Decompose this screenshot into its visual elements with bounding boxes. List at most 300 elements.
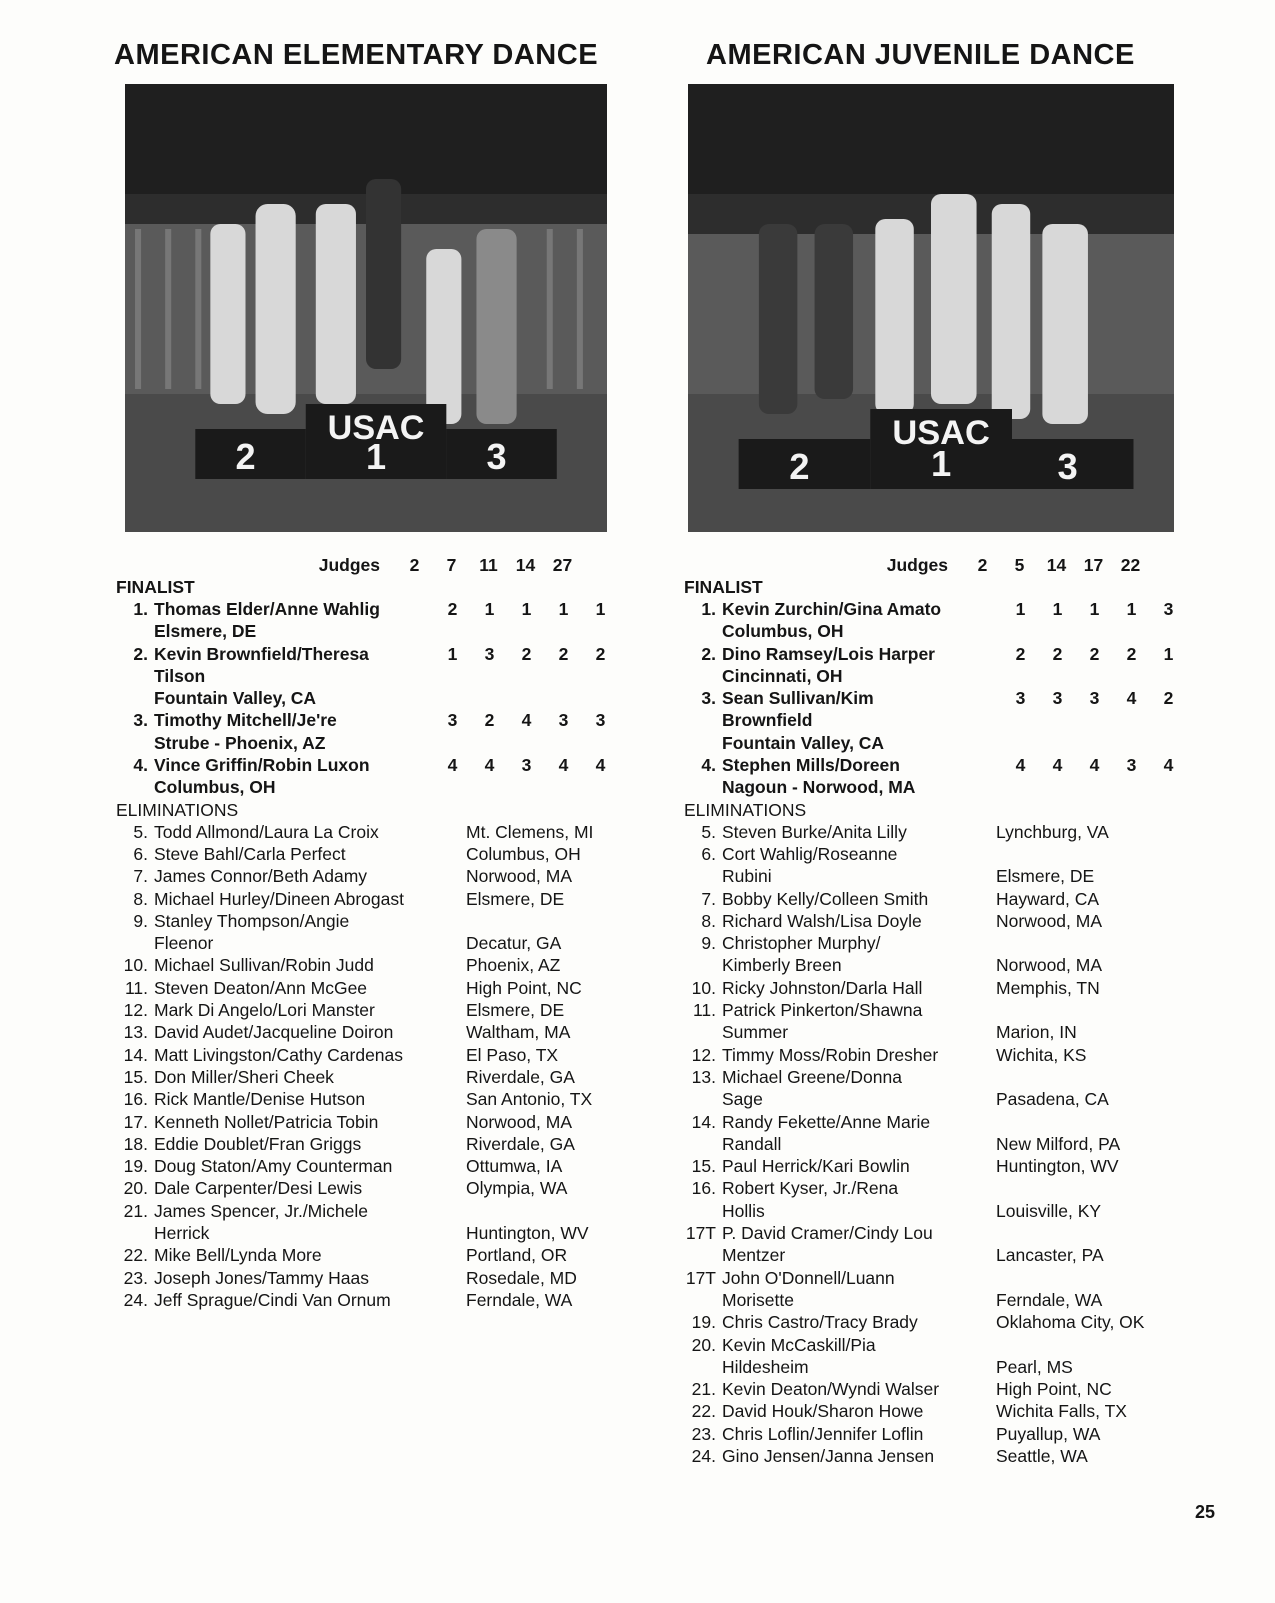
couple-names	[154, 1111, 466, 1133]
name-line: Cort Wahlig/Roseanne	[722, 843, 898, 864]
finalist-row	[684, 754, 1184, 799]
podium-third: 3	[1057, 446, 1078, 487]
hometown-cell	[466, 1155, 562, 1177]
judge-score: 4	[1126, 688, 1137, 709]
hometown-cell	[996, 1445, 1088, 1467]
hometown-cell	[996, 888, 1099, 910]
elimination-row	[684, 1445, 1184, 1467]
hometown: Olympia, WA	[466, 1178, 568, 1199]
couple-names	[722, 1111, 996, 1156]
name-line: Sage	[722, 1089, 763, 1110]
judge-score: 3	[484, 643, 495, 664]
section-title: AMERICAN JUVENILE DANCE	[706, 39, 1135, 71]
page-number: 25	[1195, 1502, 1216, 1522]
hometown-cell	[996, 1334, 1073, 1379]
judge-score: 3	[521, 755, 532, 776]
elimination-row	[684, 888, 1184, 910]
elimination-row	[116, 999, 636, 1021]
judge-scores	[1002, 754, 1187, 799]
name-line: Mentzer	[722, 1245, 786, 1266]
judge-number: 2	[977, 555, 988, 575]
couple-names	[722, 754, 1002, 799]
judge-score: 1	[447, 643, 458, 664]
judge-score: 1	[1089, 599, 1100, 619]
judge-scores	[434, 643, 619, 710]
judges-numbers	[964, 554, 1149, 576]
name-line: Brownfield	[722, 710, 813, 731]
column-juvenile	[684, 34, 1184, 1467]
name-line: Joseph Jones/Tammy Haas	[154, 1267, 369, 1288]
name-line: Thomas Elder/Anne Wahlig	[154, 599, 380, 619]
judge-score: 2	[484, 710, 495, 731]
name-line: Fountain Valley, CA	[722, 732, 885, 753]
place-number: 17T	[685, 1223, 716, 1244]
elimination-row	[684, 977, 1184, 999]
results	[116, 554, 636, 1311]
judge-score: 2	[1126, 643, 1137, 664]
name-line: Timmy Moss/Robin Dresher	[722, 1044, 939, 1065]
name-line: Chris Castro/Tracy Brady	[722, 1312, 918, 1333]
hometown-cell	[466, 1133, 575, 1155]
elimination-row	[116, 1133, 636, 1155]
podium-usac: USAC	[892, 414, 990, 452]
couple-names	[722, 643, 1002, 688]
hometown: Phoenix, AZ	[466, 955, 561, 976]
name-line: Cincinnati, OH	[722, 665, 843, 686]
judge-score: 2	[1163, 688, 1174, 709]
hometown-cell	[996, 1423, 1100, 1445]
name-line: Sean Sullivan/Kim	[722, 688, 874, 709]
couple-names	[722, 888, 996, 910]
name-line: Dino Ramsey/Lois Harper	[722, 643, 935, 664]
name-line: Bobby Kelly/Colleen Smith	[722, 888, 929, 909]
name-line: Christopher Murphy/	[722, 933, 881, 954]
judge-score: 2	[447, 599, 458, 619]
couple-names	[722, 1445, 996, 1467]
judge-score: 4	[521, 710, 532, 731]
elimination-row	[116, 1155, 636, 1177]
hometown-cell	[996, 1066, 1109, 1111]
hometown-cell	[996, 1155, 1119, 1177]
hometown-cell	[466, 1021, 570, 1043]
judge-score: 2	[521, 643, 532, 664]
name-line: Stephen Mills/Doreen	[722, 755, 900, 776]
judge-score: 1	[1015, 599, 1026, 619]
elimination-row	[116, 1066, 636, 1088]
judge-score: 4	[1015, 755, 1026, 776]
name-line: Dale Carpenter/Desi Lewis	[154, 1178, 363, 1199]
hometown-cell	[466, 1088, 592, 1110]
couple-names	[722, 687, 1002, 754]
judge-number: 27	[552, 555, 573, 575]
podium-third: 3	[486, 436, 507, 477]
hometown: San Antonio, TX	[466, 1089, 593, 1110]
judge-score: 4	[1052, 755, 1063, 776]
judge-number: 2	[409, 555, 420, 575]
elimination-row	[684, 1155, 1184, 1177]
name-line: Michael Hurley/Dineen Abrogast	[154, 888, 404, 909]
place-number: 12.	[691, 1044, 716, 1065]
name-line: John O'Donnell/Luann	[722, 1267, 895, 1288]
judge-score: 1	[558, 599, 569, 619]
finalist-row	[684, 643, 1184, 688]
hometown: El Paso, TX	[466, 1044, 559, 1065]
elimination-row	[116, 1111, 636, 1133]
hometown-cell	[996, 910, 1102, 932]
podium-first: 1	[365, 436, 387, 477]
name-line: Patrick Pinkerton/Shawna	[722, 1000, 923, 1021]
couple-names	[154, 643, 434, 710]
judge-number: 11	[479, 555, 498, 575]
name-line: Steve Bahl/Carla Perfect	[154, 843, 346, 864]
place-number: 10.	[123, 955, 148, 976]
judges-row	[684, 554, 1184, 576]
couple-names	[154, 1244, 466, 1266]
judge-score: 3	[1089, 688, 1100, 709]
elimination-row	[684, 1423, 1184, 1445]
hometown-cell	[466, 910, 561, 955]
place-number: 4.	[701, 755, 716, 776]
name-line: Michael Greene/Donna	[722, 1066, 902, 1087]
judge-score: 1	[521, 599, 532, 619]
couple-names	[722, 1155, 996, 1177]
place-number: 15.	[691, 1156, 716, 1177]
place-number: 7.	[701, 888, 716, 909]
couple-names	[722, 598, 1002, 643]
place-number: 11.	[124, 977, 148, 998]
couple-names	[154, 1267, 466, 1289]
name-line: Morisette	[722, 1289, 794, 1310]
name-line: Matt Livingston/Cathy Cardenas	[154, 1044, 404, 1065]
elimination-row	[684, 1378, 1184, 1400]
hometown-cell	[466, 843, 581, 865]
hometown: Ottumwa, IA	[466, 1156, 563, 1177]
name-line: Nagoun - Norwood, MA	[722, 777, 916, 798]
name-line: Columbus, OH	[154, 777, 276, 798]
place-number: 14.	[123, 1044, 148, 1065]
judge-score: 3	[1163, 599, 1174, 619]
hometown-cell	[466, 1044, 558, 1066]
hometown-cell	[996, 1044, 1086, 1066]
name-line: Randall	[722, 1133, 782, 1154]
elimination-row	[116, 843, 636, 865]
couple-names	[722, 1334, 996, 1379]
name-line: Kenneth Nollet/Patricia Tobin	[154, 1111, 379, 1132]
finalist-row	[116, 598, 636, 643]
hometown-cell	[996, 999, 1077, 1044]
hometown-cell	[466, 865, 572, 887]
judge-number: 17	[1083, 555, 1104, 575]
couple-names	[154, 1177, 466, 1199]
name-line: Rubini	[722, 866, 772, 887]
name-line: James Spencer, Jr./Michele	[154, 1200, 368, 1221]
hometown: High Point, NC	[466, 977, 582, 998]
hometown-cell	[466, 888, 564, 910]
judge-score: 3	[1052, 688, 1063, 709]
finalist-row	[116, 709, 636, 754]
hometown: Ferndale, WA	[466, 1289, 573, 1310]
elimination-row	[116, 977, 636, 999]
section-title: AMERICAN ELEMENTARY DANCE	[114, 39, 599, 71]
elimination-row	[116, 821, 636, 843]
elimination-row	[116, 1244, 636, 1266]
hometown: High Point, NC	[996, 1379, 1112, 1400]
name-line: Kevin Brownfield/Theresa	[154, 643, 369, 664]
place-number: 7.	[133, 866, 148, 887]
couple-names	[154, 843, 466, 865]
hometown-cell	[466, 1200, 589, 1245]
finalist-row	[116, 643, 636, 710]
name-line: Mike Bell/Lynda More	[154, 1245, 322, 1266]
eliminations-label: ELIMINATIONS	[116, 799, 239, 820]
hometown: Puyallup, WA	[996, 1423, 1101, 1444]
eliminations-list	[116, 821, 636, 1312]
couple-names	[154, 1155, 466, 1177]
podium-photo	[688, 84, 1174, 532]
couple-names	[154, 1133, 466, 1155]
couple-names	[154, 910, 466, 955]
couple-names	[154, 1289, 466, 1311]
name-line: Chris Loflin/Jennifer Loflin	[722, 1423, 924, 1444]
judge-scores	[434, 709, 619, 754]
podium-second: 2	[789, 446, 810, 487]
place-number: 5.	[133, 821, 148, 842]
hometown: Ferndale, WA	[996, 1289, 1103, 1310]
name-line: Fleenor	[154, 933, 214, 954]
hometown: Riverdale, GA	[466, 1066, 575, 1087]
judge-score: 3	[558, 710, 569, 731]
judge-score: 1	[1126, 599, 1137, 619]
name-line: Rick Mantle/Denise Hutson	[154, 1089, 366, 1110]
name-line: Todd Allmond/Laura La Croix	[154, 821, 379, 842]
judge-score: 2	[1089, 643, 1100, 664]
hometown-cell	[996, 1177, 1101, 1222]
couple-names	[722, 1400, 996, 1422]
finalist-label: FINALIST	[116, 577, 195, 597]
name-line: Hildesheim	[722, 1356, 809, 1377]
podium-photo	[125, 84, 607, 532]
couple-names	[722, 843, 996, 888]
hometown-cell	[466, 999, 564, 1021]
couple-names	[722, 999, 996, 1044]
hometown: Huntington, WV	[996, 1156, 1119, 1177]
name-line: Stanley Thompson/Angie	[154, 910, 350, 931]
name-line: Kevin McCaskill/Pia	[722, 1334, 876, 1355]
judge-score: 4	[1163, 755, 1174, 776]
judge-scores	[1002, 687, 1187, 754]
judge-number: 22	[1120, 555, 1141, 575]
couple-names	[154, 821, 466, 843]
judge-number: 14	[515, 555, 536, 575]
place-number: 22.	[691, 1401, 716, 1422]
judge-number: 14	[1046, 555, 1067, 575]
elimination-row	[684, 999, 1184, 1044]
place-number: 6.	[133, 843, 148, 864]
judge-score: 1	[595, 599, 606, 619]
hometown-cell	[996, 1378, 1112, 1400]
name-line: Don Miller/Sheri Cheek	[154, 1066, 334, 1087]
name-line: Randy Fekette/Anne Marie	[722, 1111, 931, 1132]
couple-names	[722, 1222, 996, 1267]
hometown: Lynchburg, VA	[996, 821, 1109, 842]
hometown: Wichita Falls, TX	[996, 1401, 1127, 1422]
hometown-cell	[996, 821, 1109, 843]
hometown: Elsmere, DE	[466, 1000, 565, 1021]
hometown: Huntington, WV	[466, 1223, 589, 1244]
judges-label: Judges	[318, 555, 380, 575]
podium-usac: USAC	[327, 409, 425, 447]
hometown: Oklahoma City, OK	[996, 1312, 1145, 1333]
judges-label: Judges	[886, 555, 948, 575]
hometown: Marion, IN	[996, 1022, 1077, 1043]
elimination-row	[684, 821, 1184, 843]
judge-scores	[434, 754, 619, 799]
name-line: Richard Walsh/Lisa Doyle	[722, 910, 922, 931]
name-line: Timothy Mitchell/Je're	[154, 710, 337, 731]
place-number: 9.	[701, 933, 716, 954]
couple-names	[154, 999, 466, 1021]
place-number: 18.	[123, 1133, 148, 1154]
elimination-row	[116, 1267, 636, 1289]
name-line: Elsmere, DE	[154, 621, 257, 642]
hometown: Riverdale, GA	[466, 1133, 575, 1154]
place-number: 20.	[691, 1334, 716, 1355]
judges-numbers	[396, 554, 581, 576]
place-number: 3.	[701, 688, 716, 709]
place-number: 21.	[123, 1200, 148, 1221]
hometown: Pearl, MS	[996, 1356, 1073, 1377]
elimination-row	[684, 910, 1184, 932]
couple-names	[154, 1044, 466, 1066]
couple-names	[722, 821, 996, 843]
hometown: New Milford, PA	[996, 1133, 1121, 1154]
name-line: Michael Sullivan/Robin Judd	[154, 955, 374, 976]
place-number: 13.	[691, 1066, 716, 1087]
hometown-cell	[996, 1400, 1127, 1422]
hometown: Louisville, KY	[996, 1200, 1102, 1221]
hometown-cell	[996, 1311, 1144, 1333]
finalist-list	[684, 598, 1184, 799]
place-number: 6.	[701, 843, 716, 864]
place-number: 1.	[701, 599, 716, 619]
hometown-cell	[996, 932, 1102, 977]
name-line: Hollis	[722, 1200, 765, 1221]
elimination-row	[116, 1021, 636, 1043]
judge-score: 3	[447, 710, 458, 731]
couple-names	[722, 977, 996, 999]
judge-score: 4	[484, 755, 495, 776]
place-number: 3.	[133, 710, 148, 731]
elimination-row	[116, 888, 636, 910]
elimination-row	[684, 1267, 1184, 1312]
place-number: 9.	[133, 910, 148, 931]
place-number: 19.	[123, 1156, 148, 1177]
couple-names	[722, 1423, 996, 1445]
name-line: Columbus, OH	[722, 621, 844, 642]
couple-names	[154, 954, 466, 976]
place-number: 24.	[123, 1289, 148, 1310]
place-number: 23.	[691, 1423, 716, 1444]
place-number: 11.	[692, 1000, 716, 1021]
elimination-row	[116, 1177, 636, 1199]
name-line: Fountain Valley, CA	[154, 688, 317, 709]
name-line: Robert Kyser, Jr./Rena	[722, 1178, 899, 1199]
name-line: Vince Griffin/Robin Luxon	[154, 755, 370, 776]
elimination-row	[684, 1044, 1184, 1066]
hometown-cell	[996, 1222, 1104, 1267]
couple-names	[722, 932, 996, 977]
name-line: Strube - Phoenix, AZ	[154, 732, 326, 753]
judge-score: 2	[595, 643, 606, 664]
name-line: David Audet/Jacqueline Doiron	[154, 1022, 394, 1043]
couple-names	[722, 1177, 996, 1222]
place-number: 17.	[123, 1111, 148, 1132]
place-number: 14.	[691, 1111, 716, 1132]
podium-second: 2	[235, 436, 256, 477]
name-line: Paul Herrick/Kari Bowlin	[722, 1156, 910, 1177]
hometown: Norwood, MA	[466, 866, 573, 887]
couple-names	[722, 1378, 996, 1400]
name-line: Eddie Doublet/Fran Griggs	[154, 1133, 362, 1154]
hometown: Hayward, CA	[996, 888, 1100, 909]
judge-score: 4	[447, 755, 458, 776]
place-number: 24.	[691, 1445, 716, 1466]
couple-names	[154, 598, 434, 643]
place-number: 5.	[701, 821, 716, 842]
place-number: 15.	[123, 1066, 148, 1087]
place-number: 2.	[701, 643, 716, 664]
name-line: Mark Di Angelo/Lori Manster	[154, 1000, 375, 1021]
place-number: 23.	[123, 1267, 148, 1288]
hometown: Columbus, OH	[466, 843, 581, 864]
finalist-row	[684, 687, 1184, 754]
couple-names	[154, 977, 466, 999]
elimination-row	[684, 1311, 1184, 1333]
finalist-row	[684, 598, 1184, 643]
hometown-cell	[996, 977, 1100, 999]
finalist-label: FINALIST	[684, 577, 763, 597]
name-line: James Connor/Beth Adamy	[154, 866, 368, 887]
judge-number: 5	[1014, 555, 1025, 575]
couple-names	[154, 709, 434, 754]
hometown: Norwood, MA	[996, 910, 1103, 931]
elimination-row	[684, 1334, 1184, 1379]
place-number: 17T	[685, 1267, 716, 1288]
elimination-row	[684, 1400, 1184, 1422]
hometown: Portland, OR	[466, 1245, 568, 1266]
podium-photo-illustration	[125, 84, 607, 532]
name-line: Gino Jensen/Janna Jensen	[722, 1445, 935, 1466]
name-line: Kevin Deaton/Wyndi Walser	[722, 1379, 940, 1400]
couple-names	[154, 1066, 466, 1088]
hometown: Elsmere, DE	[466, 888, 565, 909]
podium-photo-illustration	[688, 84, 1174, 532]
elimination-row	[684, 932, 1184, 977]
judge-score: 1	[484, 599, 495, 619]
judge-score: 1	[1052, 599, 1063, 619]
hometown: Decatur, GA	[466, 933, 562, 954]
elimination-row	[116, 1088, 636, 1110]
name-line: P. David Cramer/Cindy Lou	[722, 1223, 933, 1244]
judge-score: 3	[1126, 755, 1137, 776]
elimination-row	[116, 910, 636, 955]
judge-scores	[434, 598, 619, 643]
hometown: Memphis, TN	[996, 977, 1100, 998]
name-line: Summer	[722, 1022, 789, 1043]
hometown-cell	[466, 1066, 575, 1088]
place-number: 4.	[133, 755, 148, 776]
elimination-row	[684, 1066, 1184, 1111]
